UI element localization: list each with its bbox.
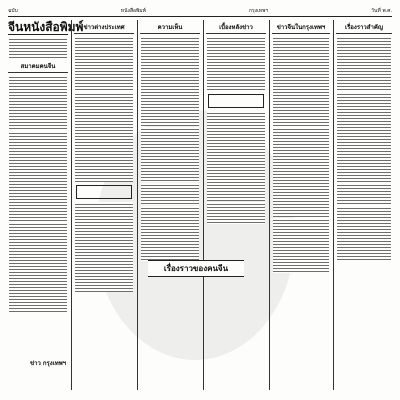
column-5	[272, 20, 330, 390]
column-rule	[203, 20, 204, 390]
text-block	[273, 36, 329, 126]
column-4-headline: เบื้องหลังข่าว	[206, 22, 266, 34]
text-block	[141, 183, 199, 205]
text-block	[141, 36, 199, 126]
header-center-left-text: หนังสือพิมพ์	[120, 8, 146, 14]
column-rule	[71, 20, 72, 390]
column-5-headline: ข่าวจีนในกรุงเทพฯ	[272, 22, 330, 34]
boxed-notice	[208, 94, 264, 108]
column-4	[206, 20, 266, 390]
column-1-headline: สมาคมคนจีน	[8, 61, 68, 73]
column-2-headline: ข่าวต่างประเทศ	[74, 22, 134, 34]
header-right-text: วันที่ พ.ศ.	[371, 8, 392, 14]
column-rule	[269, 20, 270, 390]
column-rule	[333, 20, 334, 390]
column-2	[74, 20, 134, 390]
text-block	[273, 218, 329, 273]
column-1	[8, 20, 84, 390]
text-block	[337, 183, 391, 205]
text-block	[207, 36, 265, 91]
masthead-title: จีนหนังสือพิมพ์	[8, 20, 84, 34]
text-block	[337, 36, 391, 91]
text-block	[9, 222, 67, 312]
text-block	[337, 92, 391, 182]
text-block	[337, 206, 391, 261]
text-block	[9, 37, 67, 59]
boxed-notice	[76, 185, 132, 199]
column-rule	[137, 20, 138, 390]
text-block	[207, 111, 265, 201]
column-3	[140, 20, 200, 390]
text-block	[75, 92, 133, 182]
text-block	[9, 75, 67, 130]
text-block	[141, 127, 199, 182]
column-6	[336, 20, 392, 390]
column-6-headline: เรื่องราวสำคัญ	[336, 22, 392, 34]
text-block	[207, 202, 265, 224]
header-left-text: ฉบับ	[8, 8, 18, 14]
text-block	[75, 36, 133, 91]
text-block	[273, 127, 329, 217]
text-block	[9, 131, 67, 221]
page-header	[8, 6, 392, 17]
column-3-headline: ความเห็น	[140, 22, 200, 34]
footer-text: ข่าว กรุงเทพฯ	[30, 360, 67, 367]
text-block	[75, 202, 133, 292]
header-center-text: กรุงเทพฯ	[248, 8, 269, 14]
feature-headline: เรื่องราวของคนจีน	[148, 260, 244, 277]
text-block	[141, 206, 199, 261]
